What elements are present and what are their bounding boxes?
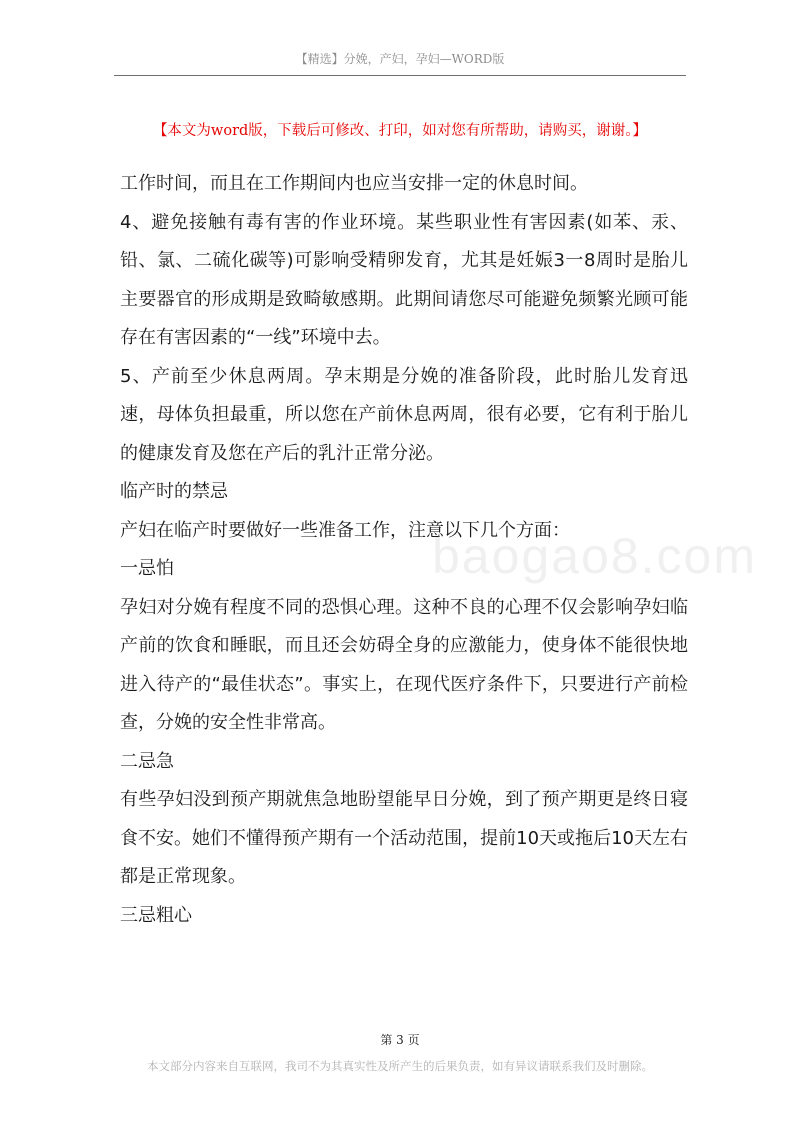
paragraph: 孕妇对分娩有程度不同的恐惧心理。这种不良的心理不仅会影响孕妇临产前的饮食和睡眠，而且还会妨碍全身的应激能力，使身体不能很快地进入待产的“最佳状态”。事实上，在现代医疗条件下，只要进行产前检查，分娩的安全性非常高。 xyxy=(120,596,688,733)
header-divider xyxy=(114,75,686,76)
paragraph: 4、避免接触有毒有害的作业环境。某些职业性有害因素(如苯、汞、铅、氯、二硫化碳等)可影响受精卵发育，尤其是妊娠3一8周时是胎儿主要器官的形成期是致畸敏感期。此期间请您尽可能避免频繁光顾可能存在有害因素的“一线”环境中去。 xyxy=(120,211,688,348)
page-number: 第 3 页 xyxy=(380,1033,420,1047)
page-header: 【精选】分娩，产妇，孕妇—WORD版 xyxy=(295,52,505,66)
paragraph: 工作时间，而且在工作期间内也应当安排一定的休息时间。 xyxy=(120,173,588,194)
subheading: 二忌急 xyxy=(120,750,174,772)
paragraph: 5、产前至少休息两周。孕末期是分娩的准备阶段，此时胎儿发育迅速，母体负担最重，所以您在产前休息两周，很有必要，它有利于胎儿的健康发育及您在产后的乳汁正常分泌。 xyxy=(120,365,688,464)
paragraph: 产妇在临产时要做好一些准备工作，注意以下几个方面： xyxy=(120,519,570,541)
paragraph: 有些孕妇没到预产期就焦急地盼望能早日分娩，到了预产期更是终日寝食不安。她们不懂得预产期有一个活动范围，提前10天或拖后10天左右都是正常现象。 xyxy=(120,789,688,887)
section-heading: 临产时的禁忌 xyxy=(120,481,228,502)
download-notice: 【本文为word版，下载后可修改、打印，如对您有所帮助，请购买，谢谢。】 xyxy=(152,123,648,139)
footer-disclaimer: 本文部分内容来自互联网，我司不为其真实性及所产生的后果负责，如有异议请联系我们及时删除。 xyxy=(147,1059,653,1073)
subheading: 三忌粗心 xyxy=(120,904,192,926)
watermark: baogao8.com xyxy=(432,528,758,584)
document-body xyxy=(120,165,688,935)
subheading: 一忌怕 xyxy=(120,558,174,579)
